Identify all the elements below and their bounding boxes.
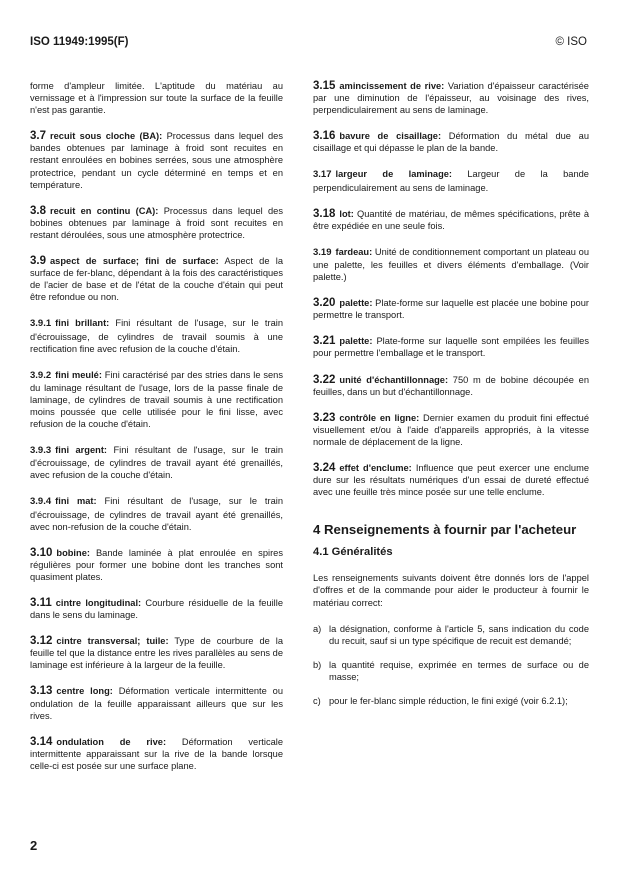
- definition-3-24: 3.24 effet d'enclume: Influence que peut exercer une enclume dure sur les résultats numériques d'un essai de dureté effectué avec une feuille très mince posée sur une telle enclume.: [313, 461, 589, 498]
- left-column: [30, 80, 283, 786]
- section-4-1-heading: 4.1 Généralités: [313, 546, 393, 559]
- definition-3-9-3: 3.9.3 fini argent: Fini résultant de l'usage, sur le train d'écrouissage, de cylindres de travail ayant été grenaillés, avec refusion de la couche d'étain.: [30, 445, 283, 481]
- definition-3-9: 3.9 aspect de surface; fini de surface: Aspect de la surface de fer-blanc, dépendant à la fois des caractéristiques de l'acier de base et de l'état de la couche d'étain qui peut être refondue ou non.: [30, 255, 283, 303]
- definition-3-10: 3.10 bobine: Bande laminée à plat enroulée en spires régulières pour former une bobine dont les tranches sont quasiment plates.: [30, 546, 283, 582]
- definition-3-15: 3.15 amincissement de rive: Variation d'épaisseur caractérisée par une diminution de l'épaisseur, au voisinage des rives, perpendiculairement au sens de laminage.: [313, 80, 589, 116]
- definition-3-9-2: 3.9.2 fini meulé: Fini caractérisé par des stries dans le sens du laminage résultant de l'usage, lors de la passe finale de laminage, de cylindres de travail soumis à une rectification moins poussée que celle utilisée pour le fini lisse, avec refusion de la couche d'étain.: [30, 369, 283, 430]
- standard-reference: ISO 11949:1995(F): [30, 36, 129, 48]
- definition-3-19: 3.19 fardeau: Unité de conditionnement comportant un plateau ou une palette, les feuilles et divers éléments d'emballage. (Voir palette.): [313, 246, 589, 283]
- list-item: b) la quantité requise, exprimée en termes de surface ou de masse;: [313, 659, 589, 682]
- definition-3-8: 3.8 recuit en continu (CA): Processus dans lequel des bobines obtenues par laminage à froid sont recuites en restant déroulées, sous une atmosphère protectrice.: [30, 204, 283, 240]
- page-number: 2: [30, 838, 38, 853]
- list-item: a) la désignation, conforme à l'article 5, sans indication du code du recuit, sauf si un type spécifique de recuit est demandé;: [313, 623, 589, 646]
- requirements-list: [313, 623, 589, 707]
- definition-3-21: 3.21 palette: Plate-forme sur laquelle sont empilées les feuilles pour permettre l'emballage et le transport.: [313, 335, 589, 359]
- copyright-mark: © ISO: [555, 36, 587, 48]
- right-column: [313, 80, 589, 719]
- list-item: c) pour le fer-blanc simple réduction, le fini exigé (voir 6.2.1);: [313, 696, 568, 706]
- definition-3-9-1: 3.9.1 fini brillant: Fini résultant de l'usage, sur le train d'écrouissage, de cylindres de travail soumis à une rectification fine avec refusion de la couche d'étain.: [30, 318, 283, 354]
- definition-3-9-4: 3.9.4 fini mat: Fini résultant de l'usage, sur le train d'écrouissage, de cylindres de travail ayant été grenaillés, avec non-refusion de la couche d'étain.: [30, 496, 283, 532]
- definition-3-16: 3.16 bavure de cisaillage: Déformation du métal due au cisaillage et qui dépasse le plan de la bande.: [313, 130, 589, 154]
- definition-3-18: 3.18 lot: Quantité de matériau, de mêmes spécifications, prête à être expédiée en une seule fois.: [313, 207, 589, 231]
- definition-3-22: 3.22 unité d'échantillonnage: 750 m de bobine découpée en feuilles, dans un but d'échantillonnage.: [313, 373, 589, 397]
- definition-3-20: 3.20 palette: Plate-forme sur laquelle est placée une bobine pour permettre le transport.: [313, 297, 589, 321]
- definition-3-14: 3.14 ondulation de rive: Déformation verticale intermittente apparaissant sur la rive de la bande lorsque celle-ci est posée sur une surface plane.: [30, 735, 283, 771]
- section-4-heading: 4 Renseignements à fournir par l'acheteur: [313, 522, 577, 538]
- definition-3-12: 3.12 cintre transversal; tuile: Type de courbure de la feuille tel que la distance entre les rives parallèles au sens de laminage est inférieure à la largeur de la feuille.: [30, 635, 283, 671]
- definition-3-7: 3.7 recuit sous cloche (BA): Processus dans lequel des bandes obtenues par laminage à froid sont recuites en restant enroulées en bobines serrées, sous une atmosphère protectrice, pendant un cycle déterminé en temps et en température.: [30, 130, 283, 190]
- definition-paragraph: forme d'ampleur limitée. L'aptitude du matériau au vernissage et à l'impression sur toute la surface de la feuille n'est pas garantie.: [30, 81, 283, 116]
- definition-3-23: 3.23 contrôle en ligne: Dernier examen du produit fini effectué visuellement et/ou à l'aide d'appareils appropriés, à la vitesse normale de déplacement de la ligne.: [313, 411, 589, 447]
- definition-3-11: 3.11 cintre longitudinal: Courbure résiduelle de la feuille dans le sens du laminage.: [30, 597, 283, 621]
- section-4-1-intro: Les renseignements suivants doivent être donnés lors de l'appel d'offres et de la commande pour aider le producteur à fournir le matériau correct:: [313, 573, 589, 608]
- definition-3-17: 3.17 largeur de laminage: Largeur de la bande perpendiculairement au sens de laminage.: [313, 169, 589, 193]
- definition-3-13: 3.13 centre long: Déformation verticale intermittente ou ondulation de la feuille apparaissant ailleurs que sur les rives.: [30, 685, 283, 721]
